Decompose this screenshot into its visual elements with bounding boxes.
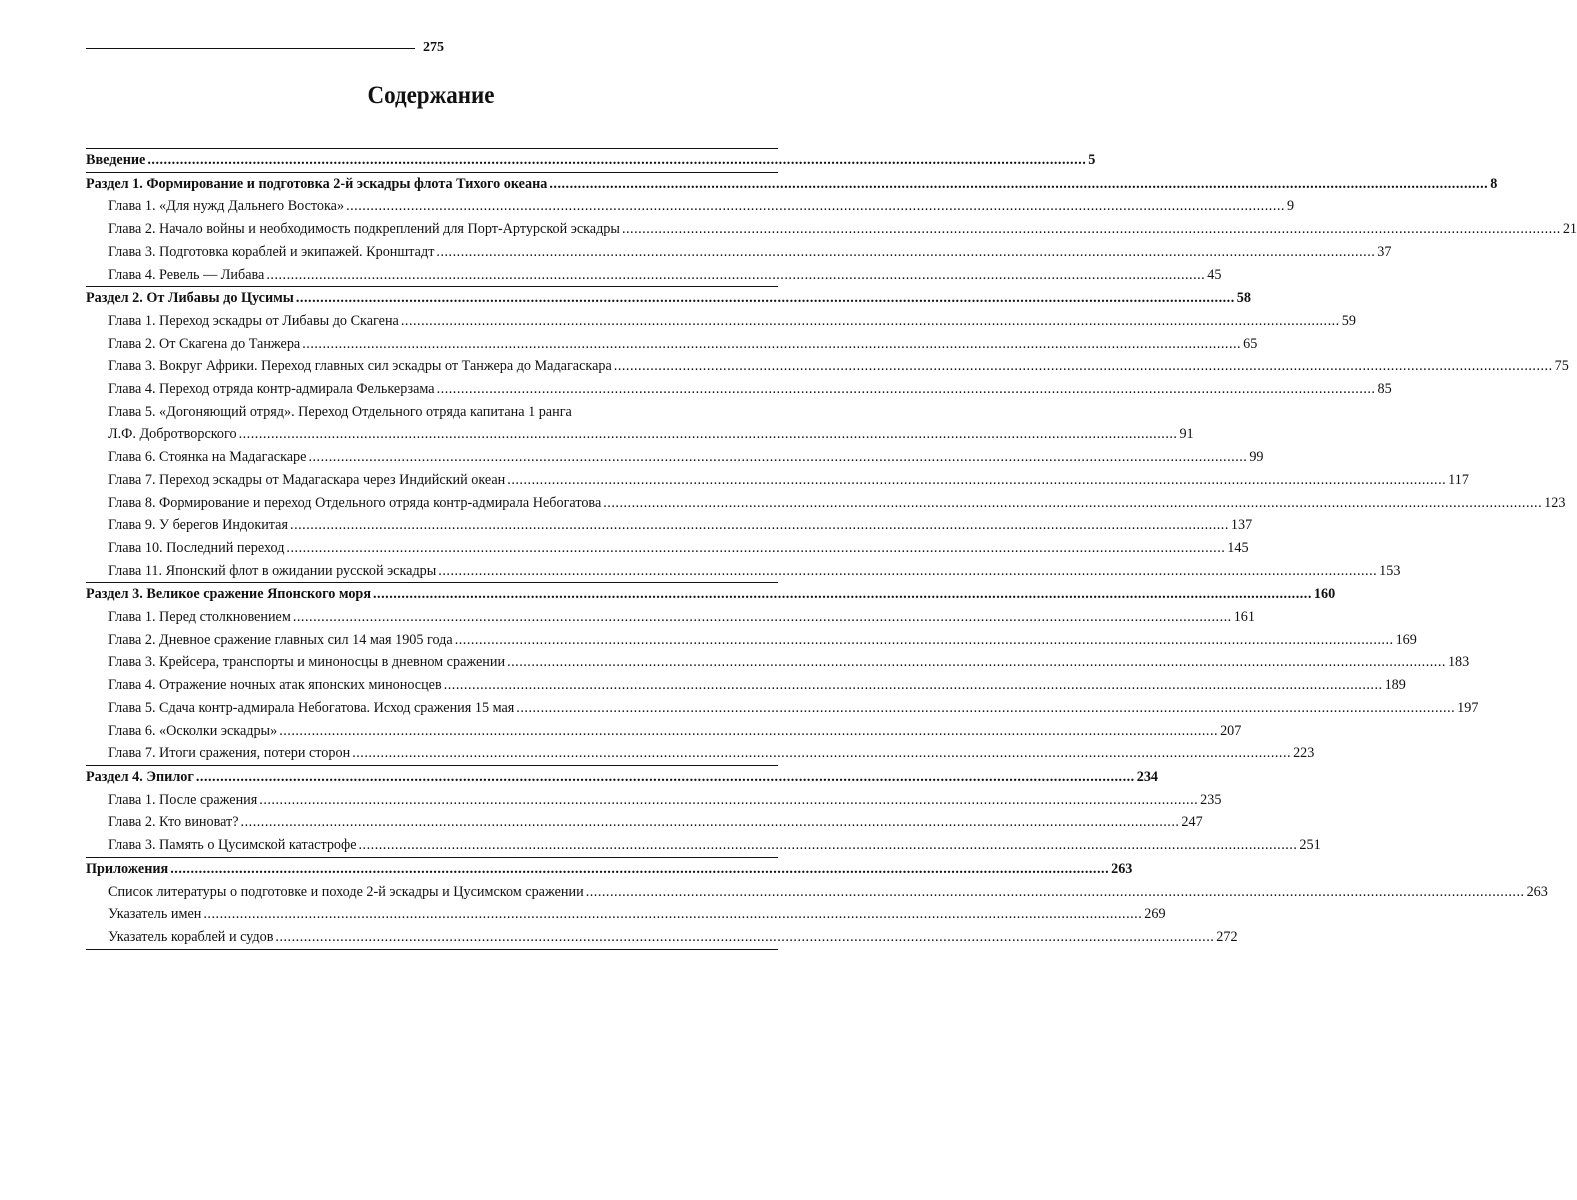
toc-entry-title: Глава 5. Сдача контр-адмирала Небогатова. Исход сражения 15 мая	[108, 699, 515, 716]
toc-page-number: 189	[1384, 677, 1406, 694]
toc-entry-title: Глава 1. «Для нужд Дальнего Востока»	[108, 198, 345, 215]
toc-chapter-entry	[86, 264, 1222, 287]
toc-part-entry	[86, 765, 1158, 789]
toc-page-number: 5	[1088, 152, 1096, 168]
toc-page-number: 145	[1227, 539, 1249, 556]
toc-chapter-entry	[86, 697, 1479, 720]
toc-chapter-entry	[86, 789, 1222, 812]
toc-page-number: 207	[1220, 722, 1242, 739]
toc-entry-line	[108, 537, 1249, 560]
toc-chapter-entry	[86, 195, 1295, 218]
toc-entry-line	[108, 195, 1295, 218]
toc-entry-title: Глава 2. Кто виноват?	[108, 814, 239, 831]
toc-entry-title: Раздел 4. Эпилог	[86, 768, 194, 785]
toc-page-number: 99	[1249, 449, 1264, 466]
toc-entry-line	[86, 287, 1251, 310]
toc-entry-title: Глава 4. Переход отряда контр-адмирала Фелькерзама	[108, 381, 435, 398]
toc-entry-line	[108, 310, 1356, 333]
toc-page-number: 75	[1554, 358, 1569, 375]
toc-page-number: 263	[1526, 883, 1548, 900]
toc-entry-line	[108, 241, 1392, 264]
toc-entry-line	[108, 560, 1401, 583]
toc-entry-line	[108, 697, 1479, 720]
toc-entry-title: Глава 1. Перед столкновением	[108, 609, 291, 626]
toc-page-number: 269	[1144, 906, 1166, 923]
dot-leader	[373, 583, 1312, 606]
toc-page-number: 153	[1379, 562, 1401, 579]
toc-page-number: 272	[1216, 928, 1238, 945]
dot-leader	[586, 881, 1525, 904]
toc-entry-line	[86, 766, 1158, 789]
toc-entry-title: Список литературы о подготовке и походе 2-й эскадры и Цусимском сражении	[108, 883, 584, 900]
dot-leader	[359, 834, 1298, 857]
toc-chapter-entry	[86, 333, 1258, 356]
toc-page-number: 58	[1236, 290, 1251, 307]
toc-entry-title: Указатель кораблей и судов	[108, 928, 274, 945]
toc-page-number: 21	[1562, 221, 1577, 238]
dot-leader	[275, 926, 1214, 949]
toc-page-number: 234	[1136, 768, 1158, 785]
toc-page-number: 247	[1181, 814, 1203, 831]
toc-page-number: 8	[1490, 175, 1498, 192]
toc-entry-title: Глава 2. Начало войны и необходимость подкреплений для Порт-Артурской эскадры	[108, 221, 620, 238]
dot-leader	[293, 606, 1232, 629]
dot-leader	[507, 651, 1446, 674]
toc-entry-title: Приложения	[86, 860, 169, 877]
toc-page-number: 235	[1200, 791, 1222, 808]
dot-leader	[296, 287, 1235, 310]
dot-leader	[241, 811, 1180, 834]
toc-page-number: 263	[1111, 860, 1133, 877]
toc-chapter-entry	[86, 514, 1253, 537]
toc-chapter-entry	[86, 241, 1392, 264]
toc-entry-title: Глава 2. Дневное сражение главных сил 14 мая 1905 года	[108, 631, 453, 648]
toc-chapter-entry	[86, 606, 1255, 629]
toc-entry-line	[108, 881, 1548, 904]
toc-page-number: 59	[1341, 312, 1356, 329]
dot-leader	[603, 492, 1542, 515]
toc-entry-line	[108, 423, 1194, 446]
toc-page-number: 65	[1243, 335, 1258, 352]
toc-entry-title: Раздел 2. От Либавы до Цусимы	[86, 290, 294, 307]
dot-leader	[549, 173, 1488, 196]
toc-page-number: 37	[1377, 243, 1392, 260]
toc-page-number: 117	[1448, 471, 1469, 488]
toc-chapter-entry	[86, 218, 1577, 241]
toc-entry-title: Глава 5. «Догоняющий отряд». Переход Отдельного отряда капитана 1 ранга	[108, 403, 572, 420]
toc-entry-line	[108, 903, 1166, 926]
toc-entry-title: Глава 1. Переход эскадры от Либавы до Скагена	[108, 312, 399, 329]
toc-entry-line	[108, 264, 1222, 287]
toc-entry-title: Глава 6. Стоянка на Мадагаскаре	[108, 449, 307, 466]
toc-page-number: 9	[1286, 198, 1295, 215]
toc-page-number: 161	[1233, 609, 1255, 626]
toc-part-entry	[86, 149, 1096, 172]
dot-leader	[444, 674, 1383, 697]
dot-leader	[302, 333, 1241, 356]
toc-page-number: 197	[1457, 699, 1479, 716]
toc-entry-title: Глава 7. Итоги сражения, потери сторон	[108, 745, 351, 762]
toc-entry-title: Введение	[86, 152, 146, 168]
toc-chapter-entry	[86, 651, 1470, 674]
dot-leader	[437, 378, 1376, 401]
dot-leader	[279, 720, 1218, 743]
dot-leader	[401, 310, 1340, 333]
toc-page-number: 85	[1377, 381, 1392, 398]
toc-page-number: 223	[1293, 745, 1315, 762]
toc-chapter-entry	[86, 811, 1203, 834]
toc-entry-title: Глава 2. От Скагена до Танжера	[108, 335, 301, 352]
toc-chapter-entry	[86, 903, 1166, 926]
toc-entry-title: Глава 4. Отражение ночных атак японских миноносцев	[108, 677, 442, 694]
toc-entry-title: Глава 8. Формирование и переход Отдельного отряда контр-адмирала Небогатова	[108, 494, 602, 511]
toc-chapter-entry	[86, 834, 1321, 857]
dot-leader	[346, 195, 1285, 218]
toc-chapter-entry	[86, 742, 1315, 765]
toc-entry-title: Глава 7. Переход эскадры от Мадагаскара через Индийский океан	[108, 471, 506, 488]
toc-entry-title: Глава 3. Вокруг Африки. Переход главных сил эскадры от Танжера до Мадагаскара	[108, 358, 612, 375]
toc-entry-line	[108, 218, 1577, 241]
toc-chapter-entry	[86, 560, 1401, 583]
toc-list	[86, 149, 1577, 949]
toc-chapter-entry	[86, 469, 1469, 492]
toc-chapter-entry	[86, 881, 1548, 904]
toc-entry-title: Глава 3. Подготовка кораблей и экипажей. Кронштадт	[108, 243, 435, 260]
header-rule	[86, 48, 415, 49]
toc-part-entry	[86, 582, 1336, 606]
toc-page-number: 123	[1544, 494, 1566, 511]
toc-chapter-entry	[86, 629, 1417, 652]
toc-page-number: 169	[1395, 631, 1417, 648]
toc-entry-line	[108, 674, 1406, 697]
toc-entry-line	[108, 514, 1253, 537]
toc-chapter-entry	[86, 537, 1249, 560]
toc-chapter-entry	[86, 378, 1392, 401]
toc-entry-title: Глава 10. Последний переход	[108, 539, 285, 556]
toc-entry-title: Глава 11. Японский флот в ожидании русской эскадры	[108, 562, 437, 579]
toc-part-entry	[86, 857, 1133, 881]
toc-entry-title: Раздел 3. Великое сражение Японского моря	[86, 586, 371, 603]
dot-leader	[455, 629, 1394, 652]
dot-leader	[196, 766, 1135, 789]
toc-page-number: 183	[1447, 654, 1470, 671]
toc-chapter-entry	[86, 401, 1194, 446]
toc-entry-title: Глава 3. Крейсера, транспорты и миноносцы в дневном сражении	[108, 654, 506, 671]
toc-entry-line	[108, 789, 1222, 812]
dot-leader	[290, 514, 1229, 537]
toc-page-number: 45	[1207, 266, 1222, 283]
dot-leader	[436, 241, 1375, 264]
toc-entry-line	[86, 583, 1336, 606]
toc-entry-title-continued: Л.Ф. Добротворского	[108, 426, 237, 443]
toc-entry-line	[108, 651, 1470, 674]
page-title: Содержание	[367, 82, 495, 109]
toc-chapter-entry	[86, 492, 1566, 515]
toc-part-entry	[86, 172, 1498, 196]
toc-entry-line	[108, 333, 1258, 356]
dot-leader	[516, 697, 1455, 720]
toc-entry-title: Глава 9. У берегов Индокитая	[108, 517, 289, 534]
toc-entry-line	[108, 355, 1569, 378]
dot-leader	[147, 149, 1086, 172]
dot-leader	[266, 264, 1205, 287]
toc-page-number: 160	[1313, 586, 1336, 603]
dot-leader	[308, 446, 1247, 469]
toc-chapter-entry	[86, 674, 1406, 697]
dot-leader	[352, 742, 1291, 765]
dot-leader	[259, 789, 1198, 812]
dot-leader	[614, 355, 1553, 378]
toc-chapter-entry	[86, 720, 1242, 743]
dot-leader	[203, 903, 1142, 926]
toc-entry-line	[108, 492, 1566, 515]
page-header	[86, 38, 444, 58]
toc-entry-line	[108, 446, 1264, 469]
toc-entry-title: Указатель имен	[108, 906, 202, 923]
toc-chapter-entry	[86, 355, 1569, 378]
toc-entry-line	[86, 858, 1133, 881]
toc-entry-line	[108, 720, 1242, 743]
toc-entry-line	[86, 173, 1498, 196]
toc-entry-title: Раздел 1. Формирование и подготовка 2-й эскадры флота Тихого океана	[86, 175, 548, 192]
dot-leader	[438, 560, 1377, 583]
dot-leader	[239, 423, 1178, 446]
toc-entry-line	[108, 469, 1469, 492]
toc-chapter-entry	[86, 310, 1356, 333]
dot-leader	[286, 537, 1225, 560]
toc-entry-title: Глава 1. После сражения	[108, 791, 258, 808]
toc-entry-title: Глава 3. Память о Цусимской катастрофе	[108, 837, 357, 854]
table-of-contents	[86, 148, 1577, 950]
dot-leader	[170, 858, 1109, 881]
toc-entry-line	[86, 149, 1096, 172]
toc-chapter-entry	[86, 926, 1238, 949]
page-number: 275	[423, 40, 444, 55]
toc-entry-title: Глава 6. «Осколки эскадры»	[108, 722, 278, 739]
dot-leader	[507, 469, 1446, 492]
toc-entry-line	[108, 378, 1392, 401]
toc-page-number: 137	[1230, 517, 1253, 534]
toc-entry-line	[108, 811, 1203, 834]
toc-chapter-entry	[86, 446, 1264, 469]
toc-page-number: 251	[1299, 837, 1321, 854]
toc-entry-line	[108, 926, 1238, 949]
toc-entry-title: Глава 4. Ревель — Либава	[108, 266, 265, 283]
toc-entry-line	[108, 834, 1321, 857]
toc-entry-line	[108, 742, 1315, 765]
dot-leader	[622, 218, 1561, 241]
toc-entry-line	[108, 629, 1417, 652]
toc-page-number: 91	[1179, 426, 1194, 443]
toc-entry-line	[108, 606, 1255, 629]
toc-part-entry	[86, 286, 1251, 310]
